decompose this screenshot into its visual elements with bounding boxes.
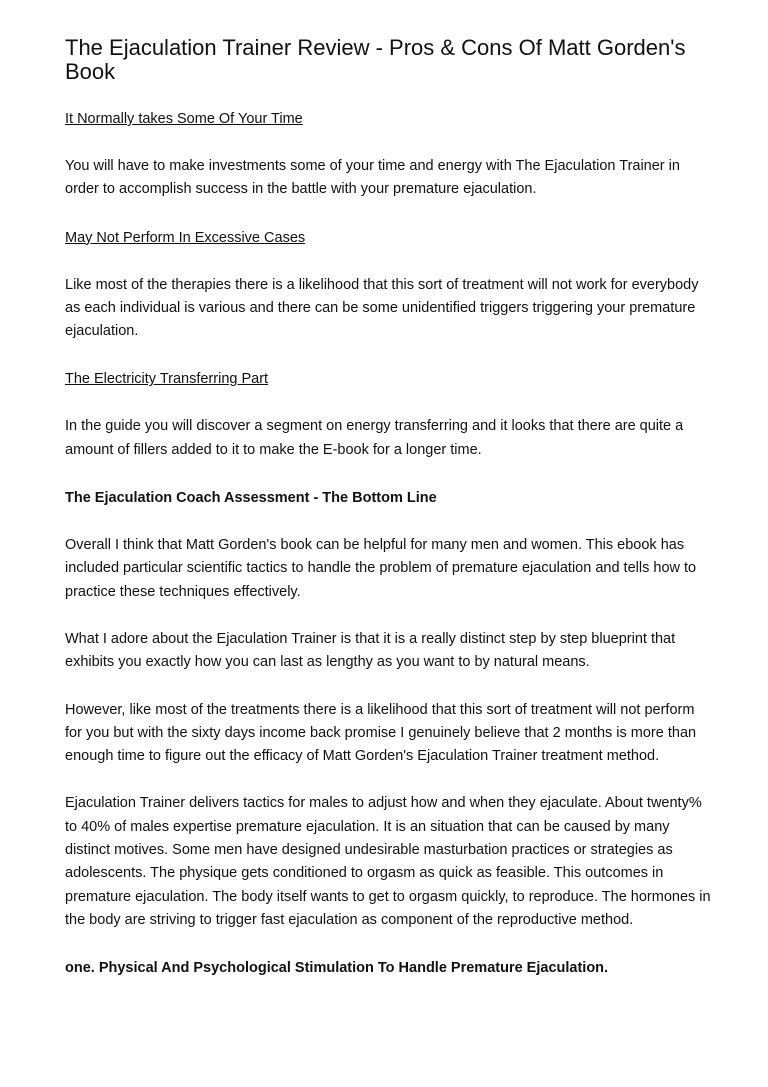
paragraph-trainer-tactics: Ejaculation Trainer delivers tactics for males to adjust how and when they ejaculate. About twenty% to 40% of males expertise premature ejaculation. It is an situation that can be caused by many distinct motives. Some men have designed undesirable masturbation practices or strategies as adolescents. The physique gets conditioned to orgasm as quick as feasible. This outcomes in premature ejaculation. The body itself wants to get to orgasm quickly, to reproduce. The hormones in the body are striving to trigger fast ejaculation as component of the reproductive method. [65,795,711,928]
paragraph-overall: Overall I think that Matt Gorden's book can be helpful for many men and women. This ebook has included particular scientific tactics to handle the problem of premature ejaculation and tells how to practice these techniques effectively. [65,537,697,600]
subheading-excessive-cases: May Not Perform In Excessive Cases [65,229,306,246]
subheading-electricity: The Electricity Transferring Part [65,371,269,388]
bold-heading-stimulation: one. Physical And Psychological Stimulation To Handle Premature Ejaculation. [65,960,609,977]
page-title: The Ejaculation Trainer Review - Pros & Cons Of Matt Gorden's Book [65,35,686,84]
paragraph-adore: What I adore about the Ejaculation Trainer is that it is a really distinct step by step blueprint that exhibits you exactly how you can last as lengthy as you want to by natural means. [65,630,676,671]
bold-heading-bottom-line: The Ejaculation Coach Assessment - The Bottom Line [65,490,437,507]
paragraph-excessive-cases: Like most of the therapies there is a likelihood that this sort of treatment will not work for everybody as each individual is various and there can be some unidentified triggers triggering your premature ejaculation. [65,276,699,340]
subheading-time: It Normally takes Some Of Your Time [65,111,303,127]
paragraph-electricity: In the guide you will discover a segment on energy transferring and it looks that there are quite a amount of fillers added to it to make the E-book for a longer time. [65,418,684,458]
paragraph-however: However, like most of the treatments there is a likelihood that this sort of treatment will not perform for you but with the sixty days income back promise I genuinely believe that 2 months is more than enough time to figure out the efficacy of Matt Gorden's Ejaculation Trainer treatment method. [65,701,697,765]
paragraph-time: You will have to make investments some of your time and energy with The Ejaculation Trainer in order to accomplish success in the battle with your premature ejaculation. [65,158,680,198]
document-page [65,36,715,1004]
